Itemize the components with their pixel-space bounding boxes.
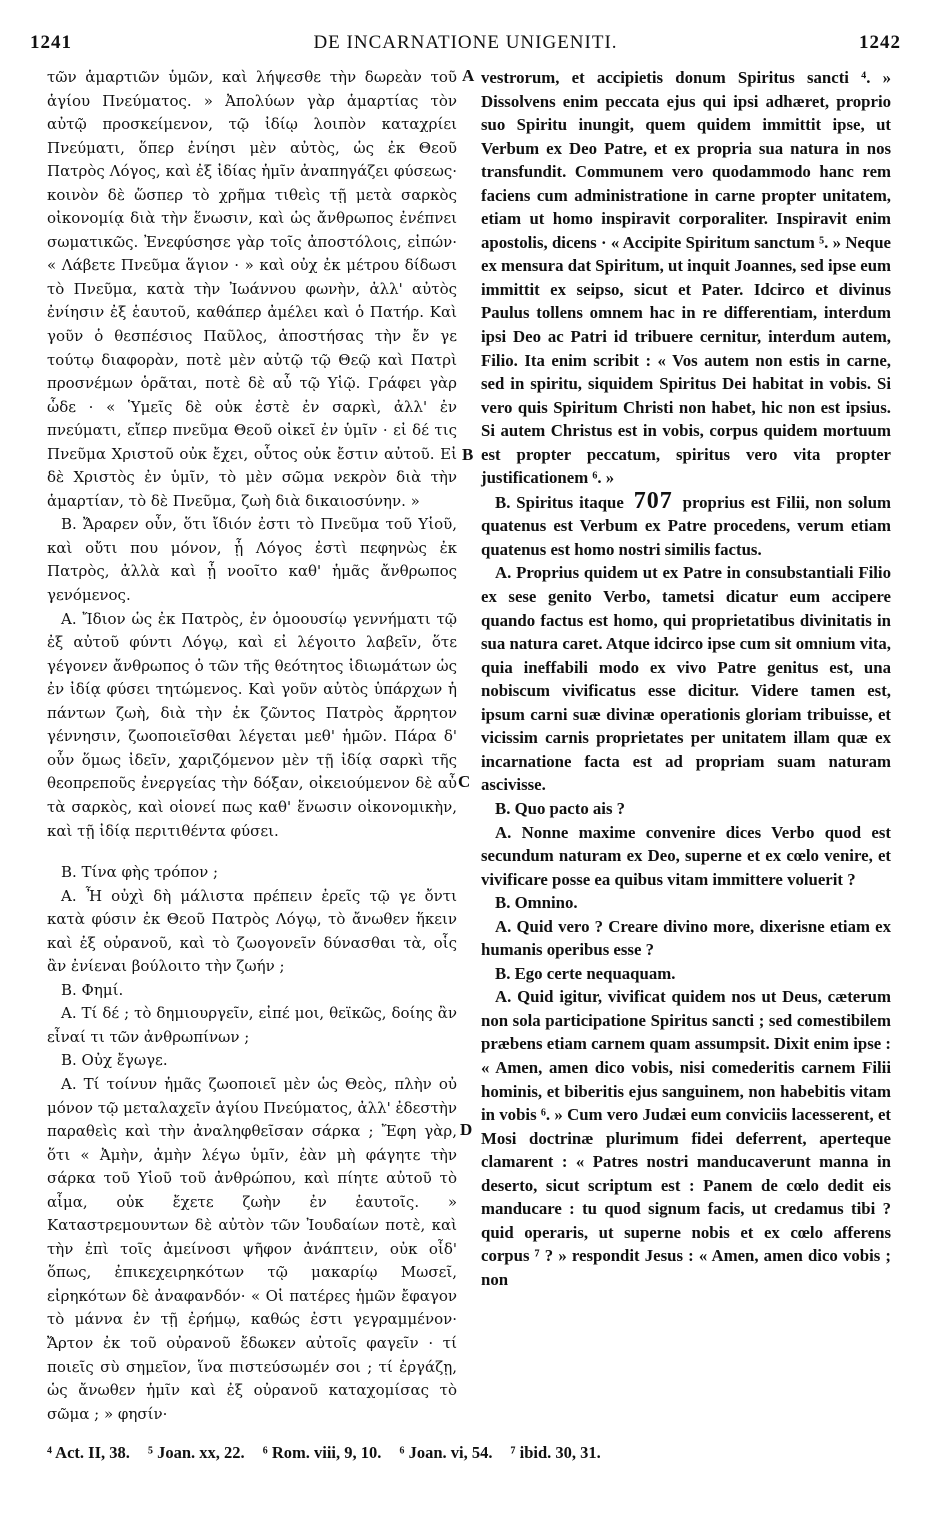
margin-letter-a: A [462,66,475,85]
greek-paragraph-9: A. Τί τοίνυν ἡμᾶς ζωοποιεῖ μὲν ὡς Θεὸς, πλὴν οὐ μόνον τῷ μεταλαχεῖν ἁγίου Πνεύματος, ἀλλ' ἐδεστὴν παραθεὶς καὶ τὴν ἀναληφθεῖσαν σάρκα ; Ἔφη γὰρ, ὅτι « Ἀμὴν, ἀμὴν λέγω ὑμῖν, ἐὰν μὴ φάγητε τὴν σάρκα τοῦ Υἱοῦ τοῦ ἀνθρώπου, καὶ πίητε αὐτοῦ τὸ αἷμα, οὐκ ἔχετε ζωὴν ἐν ἑαυτοῖς. » Καταστρεμουντων δὲ αὐτὸν τῶν Ἰουδαίων ποτὲ, καὶ τὴν ἐπὶ τοῖς ἀμείνοσι ψῆφον ἀνάπτειν, οὐκ οἶδ' ὅπως, ἐπικεχειρηκότων τῷ μακαρίῳ Μωσεῖ, εἰρηκότων δὲ ἀναφανδόν· « Οἱ πατέρες ἡμῶν ἔφαγον τὸ μάννα ἐν τῇ ἐρήμῳ, καθώς ἐστι γεγραμμένον· Ἄρτον ἐκ τοῦ οὐρανοῦ ἔδωκεν αὐτοῖς φαγεῖν · τί ποιεῖς σὺ σημεῖον, ἵνα πιστεύσωμέν σοι ; τί ἐργάζῃ, ὡς ἄνωθεν ἡμῖν καὶ ἐξ οὐρανοῦ καταχομίσας τὸ σῶμα ; » φησίν· [47,1074,457,1423]
greek-paragraph-8: B. Οὐχ ἔγωγε. [61,1051,168,1070]
column-number-707: 707 [633,487,673,514]
latin-paragraph-3: A. Proprius quidem ut ex Patre in consubstantiali Filio ex sese genito Verbo, tametsi dicatur eum accipere quando factus est homo, qui proprietatibus divinitatis in sua natura caret. Atque idcirco ipse cum sit omnium vita, quia ineffabili modo ex vivo Patre genitus est, una nobiscum vivificatus esse dicitur. Videre tamen est, ipsum carni suæ divinæ operationis gloriam tribuisse, et vicissim carnis proprietates per unitatem illam quæ ex incarnatione facta est ad propriam suam naturam ascivisse. [481,563,891,795]
page-number-left: 1241 [30,32,72,53]
latin-paragraph-4: B. Quo pacto ais ? [495,798,626,818]
running-header [30,32,901,58]
latin-paragraph-2-end: proprius est Filii, non solum quatenus est Verbum ex Patre procedens, verum etiam quatenus est homo nostri similis factus. [481,492,892,559]
greek-paragraph-4: B. Τίνα φὴς τρόπον ; [61,863,219,882]
footnote-5: ⁷ ibid. 30, 31. [510,1443,601,1462]
footnote-2: ⁵ Joan. xx, 22. [148,1443,245,1462]
margin-letter-d: D [460,1120,473,1139]
latin-paragraph-2-start: B. Spiritus itaque [495,492,624,512]
margin-letter-b: B [462,445,474,464]
greek-paragraph-5: A. Ἦ οὐχὶ δὴ μάλιστα πρέπειν ἐρεῖς τῷ γε ὄντι κατὰ φύσιν ἐκ Θεοῦ Πατρὸς Λόγῳ, τὸ ἄνωθεν ἥκειν καὶ ἐξ οὐρανοῦ, καὶ τὸ ζωογονεῖν δύνασθαι τὰ, οἷς ἂν ἐνίεναι βούλοιτο τὴν ζωήν ; [47,886,457,976]
spacer [47,843,457,861]
greek-column [47,66,457,1426]
greek-paragraph-6: B. Φημί. [61,980,124,999]
latin-paragraph-2 [481,487,892,562]
latin-paragraph-5: A. Nonne maxime convenire dices Verbo quod est secundum naturam ex Deo, superne et ex cœlo venire, et vivificare posse ea quibus vitam immittere voluerit ? [481,822,891,889]
latin-paragraph-1: vestrorum, et accipietis donum Spiritus sancti ⁴. » Dissolvens enim peccata ejus qui ipsi adhæret, proprio suo Spiritu inungit, quem quidem immittit ipse, ut Verbum ex Deo Patre, et ex propria sua natura in nos transfundit. Communem vero quodammodo hanc rem faciens cum administratione in carne propter unitatem, etiam ut homo inspiravit corporaliter. Inspiravit enim apostolis, dicens · « Accipite Spiritum sanctum ⁵. » Neque ex mensura dat Spiritum, ut inquit Joannes, sed ipse eum immittit ex seipso, sicut et Pater. Idcirco et divinus Paulus tollens omnem hac in re differentiam, interdum ipsi Deo ac Patri id tribuere cernitur, interdum autem, Filio. Ita enim scribit : « Vos autem non estis in carne, sed in spiritu, siquidem Spiritus Dei habitat in vobis. Si vero quis Spiritum Christi non habet, hic non est ipsius. Si autem Christus est in vobis, corpus quidem mortuum est propter peccatum, spiritus vero vita propter justificationem ⁶. » [481,68,891,488]
page-number-right: 1242 [859,32,901,53]
running-title: DE INCARNATIONE UNIGENITI. [313,32,618,53]
greek-paragraph-3: A. Ἴδιον ὡς ἐκ Πατρὸς, ἐν ὁμοουσίῳ γεννήματι τῷ ἐξ αὐτοῦ φύντι Λόγῳ, καὶ εἰ λέγοιτο λαβεῖν, ὅτε γέγονεν ἄνθρωπος ὁ τῶν τῆς θεότητος ἰδιωμάτων ὡς ἐν ἰδίᾳ φύσει τητώμενος. Καὶ γοῦν αὐτὸς ὑπάρχων ἡ πάντων ζωὴ, διὰ τὴν ἐκ ζῶντος Πατρὸς ἄρρητον γέννησιν, ζωοποιεῖσθαι λέγεται μεθ' ἡμῶν. Πάρα δ' οὖν ὅμως ἰδεῖν, χαριζόμενον μὲν τῇ ἰδίᾳ σαρκὶ τῆς θεοπρεποῦς ἐνεργείας τὴν δόξαν, οἰκειούμενον δὲ αὖ τὰ σαρκὸς, καὶ οἱονεί πως καθ' ἕνωσιν οἰκονομικὴν, καὶ τῇ ἰδίᾳ περιτιθέντα φύσει. [47,609,457,840]
latin-paragraph-6: B. Omnino. [495,893,578,913]
greek-paragraph-7: A. Τί δέ ; τὸ δημιουργεῖν, εἰπέ μοι, θεϊκῶς, δοίης ἂν εἶναί τι τῶν ἀνθρωπίνων ; [47,1004,457,1046]
latin-column [481,66,891,1291]
latin-paragraph-7: A. Quid vero ? Creare divino more, dixerisne etiam ex humanis operibus esse ? [481,916,891,960]
footnote-4: ⁶ Joan. vi, 54. [399,1443,493,1462]
footnotes [47,1443,891,1463]
footnote-1: ⁴ Act. II, 38. [47,1443,130,1462]
footnote-3: ⁶ Rom. viii, 9, 10. [262,1443,382,1462]
latin-paragraph-9: A. Quid igitur, vivificat quidem nos ut Deus, cæterum non sola participatione Spiritus sancti ; sed comestibilem præbens etiam carnem quam assumpsit. Dixit enim ipse : « Amen, amen dico vobis, nisi comederitis carnem Filii hominis, et biberitis ejus sanguinem, non habebitis vitam in vobis ⁶. » Cum vero Judæi eum conviciis lacesserent, et Mosi doctrinæ plurimum fidei deferrent, aperteque clamarent : « Patres nostri manducaverunt manna in deserto, sicut scriptum est : Panem de cœlo dedit eis manducare : tu quod signum facis, ut credamus tibi ? quid operaris, ut superne nobis et ex cœlo afferens corpus ⁷ ? » respondit Jesus : « Amen, amen dico vobis ; non [481,987,891,1289]
margin-letter-c: C [458,772,471,791]
greek-paragraph-1: τῶν ἁμαρτιῶν ὑμῶν, καὶ λήψεσθε τὴν δωρεὰν τοῦ ἁγίου Πνεύματος. » Ἀπολύων γὰρ ἁμαρτίας τὸν αὐτῷ προσκείμενον, τῷ ἰδίῳ λοιπὸν καταχρίει Πνεύματι, ὅπερ ἐνίησι μὲν αὐτὸς, ὡς ἐκ Θεοῦ Πατρὸς Λόγος, καὶ ἐξ ἰδίας ἡμῖν ἀναπηγάζει φύσεως· κοινὸν δὲ ὥσπερ τὸ χρῆμα τιθεὶς τῇ μετὰ σαρκὸς οἰκονομίᾳ διὰ τὴν ἕνωσιν, καὶ ὡς ἄνθρωπος ἐνέπνει σωματικῶς. Ἐνεφύσησε γὰρ τοῖς ἀποστόλοις, εἰπών· « Λάβετε Πνεῦμα ἅγιον · » καὶ οὐχ ἐκ μέτρου δίδωσι τὸ Πνεῦμα, κατὰ τὴν Ἰωάννου φωνὴν, ἀλλ' αὐτὸς ἐνίησιν ἐξ ἑαυτοῦ, καθάπερ ἀμέλει καὶ ὁ Πατήρ. Καὶ γοῦν ὁ θεσπέσιος Παῦλος, ἀποστήσας τὴν ἔν γε τούτῳ διαφορὰν, ποτὲ μὲν αὐτῷ τῷ Θεῷ καὶ Πατρὶ προσνέμων ὁρᾶται, ποτὲ δὲ αὖ τῷ Υἱῷ. Γράφει γὰρ ὧδε · « Ὑμεῖς δὲ οὐκ ἐστὲ ἐν σαρκὶ, ἀλλ' ἐν πνεύματι, εἴπερ πνεῦμα Θεοῦ οἰκεῖ ἐν ὑμῖν · εἰ δέ τις Πνεῦμα Χριστοῦ οὐκ ἔχει, οὗτος οὐκ ἔστιν αὐτοῦ. Εἰ δὲ Χριστὸς ἐν ὑμῖν, τὸ μὲν σῶμα νεκρὸν διὰ τὴν ἁμαρτίαν, τὸ δὲ Πνεῦμα, ζωὴ διὰ δικαιοσύνην. » [47,68,457,510]
latin-paragraph-8: B. Ego certe nequaquam. [495,963,676,983]
greek-paragraph-2: B. Ἄραρεν οὖν, ὅτι ἴδιόν ἐστι τὸ Πνεῦμα τοῦ Υἱοῦ, καὶ οὔτι που μόνον, ᾗ Λόγος ἐστὶ πεφηνὼς ἐκ Πατρὸς, ἀλλὰ καὶ ᾗ νοοῖτο καθ' ἡμᾶς ἄνθρωπος γενόμενος. [47,515,457,605]
